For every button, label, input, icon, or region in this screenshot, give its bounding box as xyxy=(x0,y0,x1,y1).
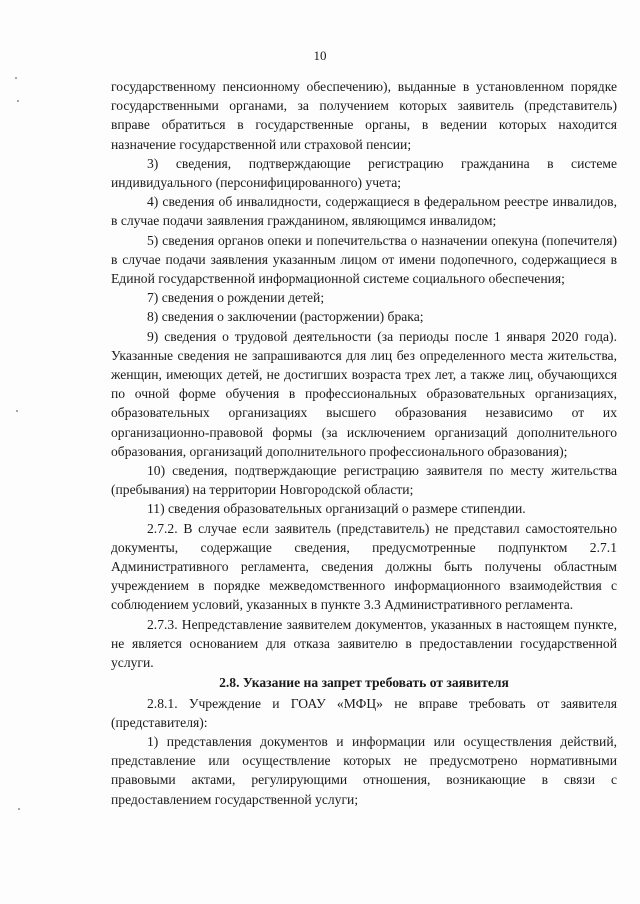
list-item-4: 4) сведения об инвалидности, содержащиеся в федеральном реестре инвалидов, в случае подачи заявления гражданином, являющимся инвалидом; xyxy=(111,194,617,229)
list-item-7: 7) сведения о рождении детей; xyxy=(147,290,325,306)
list-item-10: 10) сведения, подтверждающие регистрацию заявителя по месту жительства (пребывания) на территории Новгородской области; xyxy=(111,463,617,498)
paragraph-pension-continuation: государственному пенсионному обеспечению), выданные в установленном порядке государственными органами, за получением которых заявитель (представитель) вправе обратиться в государственные органы, в ведении которых находится назначение государственной или страховой пенсии; xyxy=(111,79,617,152)
scan-speck xyxy=(16,410,18,412)
scan-speck xyxy=(17,100,19,102)
scan-speck xyxy=(18,808,20,810)
clause-2-8-1-item-1: 1) представления документов и информации или осуществления действий, представление или осуществление которых не предусмотрено нормативными правовыми актами, регулирующими отношения, возникающие в связи с предоставлением государственной услуги; xyxy=(111,733,617,807)
list-item-3: 3) сведения, подтверждающие регистрацию гражданина в системе индивидуального (персонифицированного) учета; xyxy=(111,155,617,191)
clause-2-7-2: 2.7.2. В случае если заявитель (представитель) не представил самостоятельно документы, содержащие сведения, предусмотренные подпунктом 2.7.1 Административного регламента, сведения должны быть получены областным учреждением в порядке межведомственного информационного взаимодействия с соблюдением условий, указанных в пункте 3.3 Административного регламента. xyxy=(111,520,617,613)
section-heading-2-8: 2.8. Указание на запрет требовать от заявителя xyxy=(219,675,509,691)
page-number: 10 xyxy=(313,48,327,63)
clause-2-8-1: 2.8.1. Учреждение и ГОАУ «МФЦ» не вправе требовать от заявителя (представителя): xyxy=(111,695,617,730)
list-item-8: 8) сведения о заключении (расторжении) брака; xyxy=(147,309,424,325)
scan-speck xyxy=(15,77,17,79)
list-item-5: 5) сведения органов опеки и попечительства о назначении опекуна (попечителя) в случае подачи заявления указанным лицом от имени подопечного, содержащиеся в Единой государственной информационной системе социального обеспечения; xyxy=(111,232,617,287)
document-body xyxy=(111,77,617,809)
clause-2-7-3: 2.7.3. Непредставление заявителем документов, указанных в настоящем пункте, не является основанием для отказа заявителю в предоставлении государственной услуги. xyxy=(111,616,617,671)
list-item-11: 11) сведения образовательных организаций о размере стипендии. xyxy=(147,501,526,517)
list-item-9: 9) сведения о трудовой деятельности (за периоды после 1 января 2020 года). Указанные сведения не запрашиваются для лиц без определенного места жительства, женщин, имеющих детей, не достигших возраста трех лет, а также лиц, обучающихся по очной форме обучения в профессиональных образовательных организациях, образовательных организациях высшего образования независимо от их организационно-правовой формы (за исключением организаций дополнительного образования, организаций дополнительного профессионального образования); xyxy=(111,328,617,459)
